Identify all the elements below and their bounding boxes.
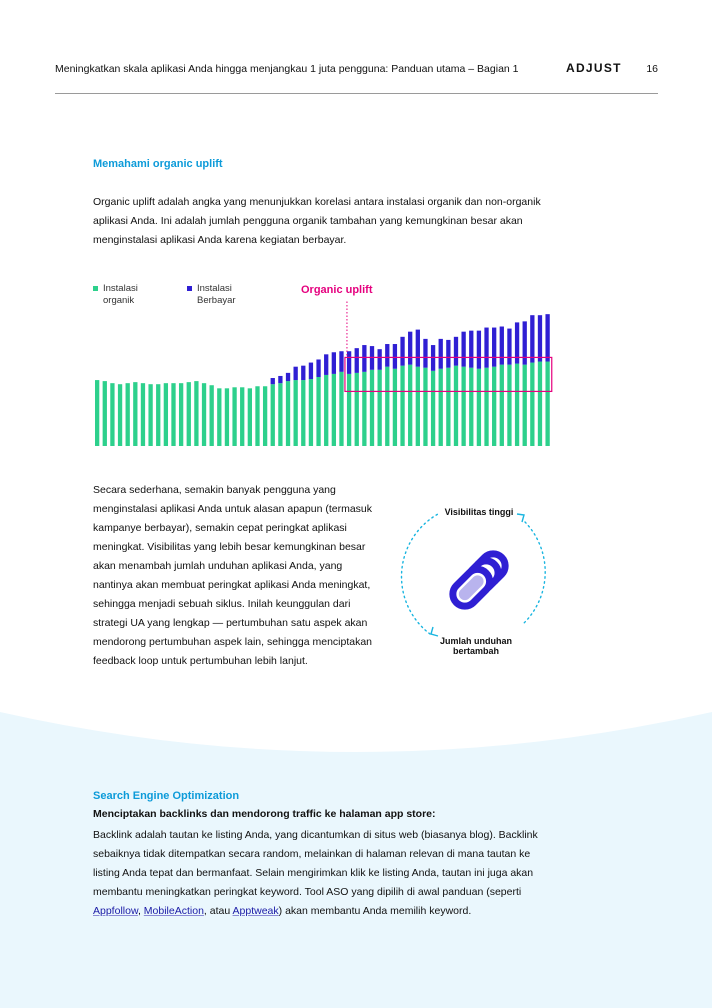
bar-paid — [362, 345, 366, 372]
bar-organic — [164, 383, 168, 446]
seo-text-end: ) akan membantu Anda memilih keyword. — [278, 905, 472, 917]
bar-organic — [95, 380, 99, 446]
bar-organic — [301, 380, 305, 446]
bar-organic — [408, 365, 412, 446]
bar-paid — [332, 352, 336, 374]
seo-text-start: Backlink adalah tautan ke listing Anda, yang dicantumkan di situs web (biasanya blog). Backlink sebaiknya tidak ditempatkan secara random, melainkan di halaman relevan di mana tautan ke listing Anda tepat dan bermanfaat. Selain mengirimkan klik ke listing Anda, tautan ini juga akan membantu meningkatkan peringkat keyword. Tool ASO yang dipilih di awal panduan (seperti — [93, 829, 538, 898]
appfollow-link[interactable]: Appfollow — [93, 905, 138, 917]
bar-organic — [454, 366, 458, 446]
bar-paid — [294, 367, 298, 380]
bar-organic — [339, 372, 343, 446]
bar-organic — [210, 385, 214, 446]
seo-paragraph — [93, 826, 555, 921]
bar-organic — [148, 384, 152, 446]
bar-organic — [446, 368, 450, 446]
bar-organic — [118, 384, 122, 446]
organic-uplift-label: Organic uplift — [301, 284, 373, 296]
feedback-loop-paragraph: Secara sederhana, semakin banyak pengguna yang menginstalasi aplikasi Anda untuk alasan apapun (termasuk kampanye berbayar), semakin cepat peringkat aplikasi meningkat. Visibilitas yang lebih besar kemungkinan besar akan menambah jumlah unduhan aplikasi Anda, yang nantinya akan membuat peringkat aplikasi Anda meningkat, sehingga menjadi sebuah siklus. Inilah keunggulan dari strategi UA yang lengkap — pertumbuhan satu aspek akan mendorong pertumbuhan aspek lain, sehingga menciptakan feedback loop untuk pertumbuhan lebih lanjut. — [93, 484, 373, 667]
bar-organic — [126, 383, 130, 446]
bar-paid — [423, 339, 427, 368]
bar-organic — [523, 365, 527, 446]
bar-organic — [110, 383, 114, 446]
bar-organic — [332, 374, 336, 446]
bar-paid — [446, 340, 450, 368]
bar-paid — [439, 339, 443, 369]
bar-paid — [477, 331, 481, 369]
bar-paid — [393, 344, 397, 369]
legend-label-organic: Instalasi organik — [103, 283, 138, 306]
bar-organic — [538, 362, 542, 446]
bar-paid — [301, 366, 305, 380]
bar-paid — [378, 349, 382, 370]
seo-separator-2: , atau — [203, 905, 233, 917]
bar-organic — [378, 370, 382, 446]
header-title: Meningkatkan skala aplikasi Anda hingga menjangkau 1 juta pengguna: Panduan utama – Bagian 1 — [55, 63, 519, 75]
bar-paid — [309, 363, 313, 379]
legend-label-paid: Instalasi Berbayar — [197, 283, 236, 306]
bar-organic — [362, 372, 366, 446]
bar-organic — [187, 382, 191, 446]
bar-paid — [484, 328, 488, 368]
cycle-arrow-top-icon — [517, 514, 524, 522]
bar-organic — [263, 386, 267, 446]
section-title-seo: Search Engine Optimization — [93, 790, 240, 802]
cycle-arc-right — [523, 522, 545, 624]
bar-organic — [316, 377, 320, 446]
apptweak-link[interactable]: Apptweak — [232, 905, 279, 917]
bar-organic — [423, 368, 427, 446]
bar-organic — [103, 381, 107, 446]
bar-organic — [385, 367, 389, 446]
bar-organic — [202, 383, 206, 446]
bar-paid — [286, 373, 290, 381]
bar-paid — [316, 359, 320, 377]
bar-organic — [461, 367, 465, 446]
bar-paid — [271, 378, 275, 384]
cycle-label-more-downloads: Jumlah unduhan bertambah — [440, 636, 512, 656]
cycle-label-high-visibility: Visibilitas tinggi — [444, 507, 514, 517]
bar-paid — [278, 376, 282, 383]
bar-paid — [385, 344, 389, 367]
bar-organic — [133, 382, 137, 446]
bar-paid — [347, 351, 351, 374]
bar-organic — [194, 381, 198, 446]
bar-organic — [500, 365, 504, 446]
section-title-organic-uplift: Memahami organic uplift — [93, 158, 223, 170]
bar-organic — [171, 383, 175, 446]
bar-organic — [179, 383, 183, 446]
bar-paid — [500, 327, 504, 365]
bar-organic — [248, 388, 252, 446]
seo-subtitle: Menciptakan backlinks dan mendorong traffic ke halaman app store: — [93, 808, 436, 820]
bar-organic — [324, 375, 328, 446]
intro-paragraph: Organic uplift adalah angka yang menunjukkan korelasi antara instalasi organik dan non-organik aplikasi Anda. Ini adalah jumlah pengguna organik tambahan yang kemungkinan besar akan menginstalasi aplikasi Anda karena kegiatan berbayar. — [93, 196, 541, 246]
bar-paid — [538, 315, 542, 361]
bar-paid — [339, 351, 343, 372]
bar-organic — [271, 384, 275, 446]
bar-paid — [324, 354, 328, 375]
page-header — [55, 62, 658, 94]
legend-swatch-organic — [93, 286, 98, 291]
mobileaction-link[interactable]: MobileAction — [143, 905, 204, 917]
cycle-arc-left — [402, 514, 438, 634]
bar-paid — [523, 321, 527, 364]
bar-paid — [545, 314, 549, 361]
bar-organic — [477, 369, 481, 446]
bar-organic — [225, 388, 229, 446]
bar-organic — [278, 383, 282, 446]
bar-organic — [492, 367, 496, 446]
bar-organic — [530, 363, 534, 446]
bar-organic — [431, 371, 435, 446]
bar-paid — [454, 337, 458, 366]
bar-organic — [416, 367, 420, 446]
bar-paid — [461, 332, 465, 367]
bar-organic — [400, 366, 404, 446]
bar-paid — [492, 328, 496, 367]
bar-paid — [408, 332, 412, 365]
stacked-bar-chart — [90, 300, 560, 450]
bar-paid — [355, 348, 359, 373]
bar-organic — [439, 369, 443, 446]
page-number: 16 — [646, 63, 658, 75]
bar-organic — [393, 369, 397, 446]
bar-organic — [232, 387, 236, 446]
bar-organic — [507, 365, 511, 446]
bar-organic — [347, 374, 351, 446]
bar-organic — [217, 388, 221, 446]
bar-organic — [156, 384, 160, 446]
bar-organic — [355, 373, 359, 446]
bar-organic — [309, 379, 313, 446]
bar-paid — [400, 337, 404, 366]
bar-paid — [507, 329, 511, 365]
bar-organic — [370, 370, 374, 446]
bar-organic — [469, 368, 473, 446]
bar-organic — [294, 380, 298, 446]
bar-organic — [545, 362, 549, 446]
bar-organic — [286, 381, 290, 446]
bar-paid — [469, 331, 473, 368]
brand-logo: ADJUST — [566, 61, 622, 75]
bar-organic — [515, 364, 519, 446]
cycle-arrow-bottom-icon — [431, 627, 438, 636]
legend-swatch-paid — [187, 286, 192, 291]
bar-paid — [530, 315, 534, 362]
bar-organic — [484, 368, 488, 446]
bar-organic — [141, 383, 145, 446]
chain-link-icon — [448, 549, 510, 611]
seo-separator-1: , — [137, 905, 144, 917]
bar-organic — [240, 387, 244, 446]
bar-organic — [255, 386, 259, 446]
bar-paid — [416, 330, 420, 367]
